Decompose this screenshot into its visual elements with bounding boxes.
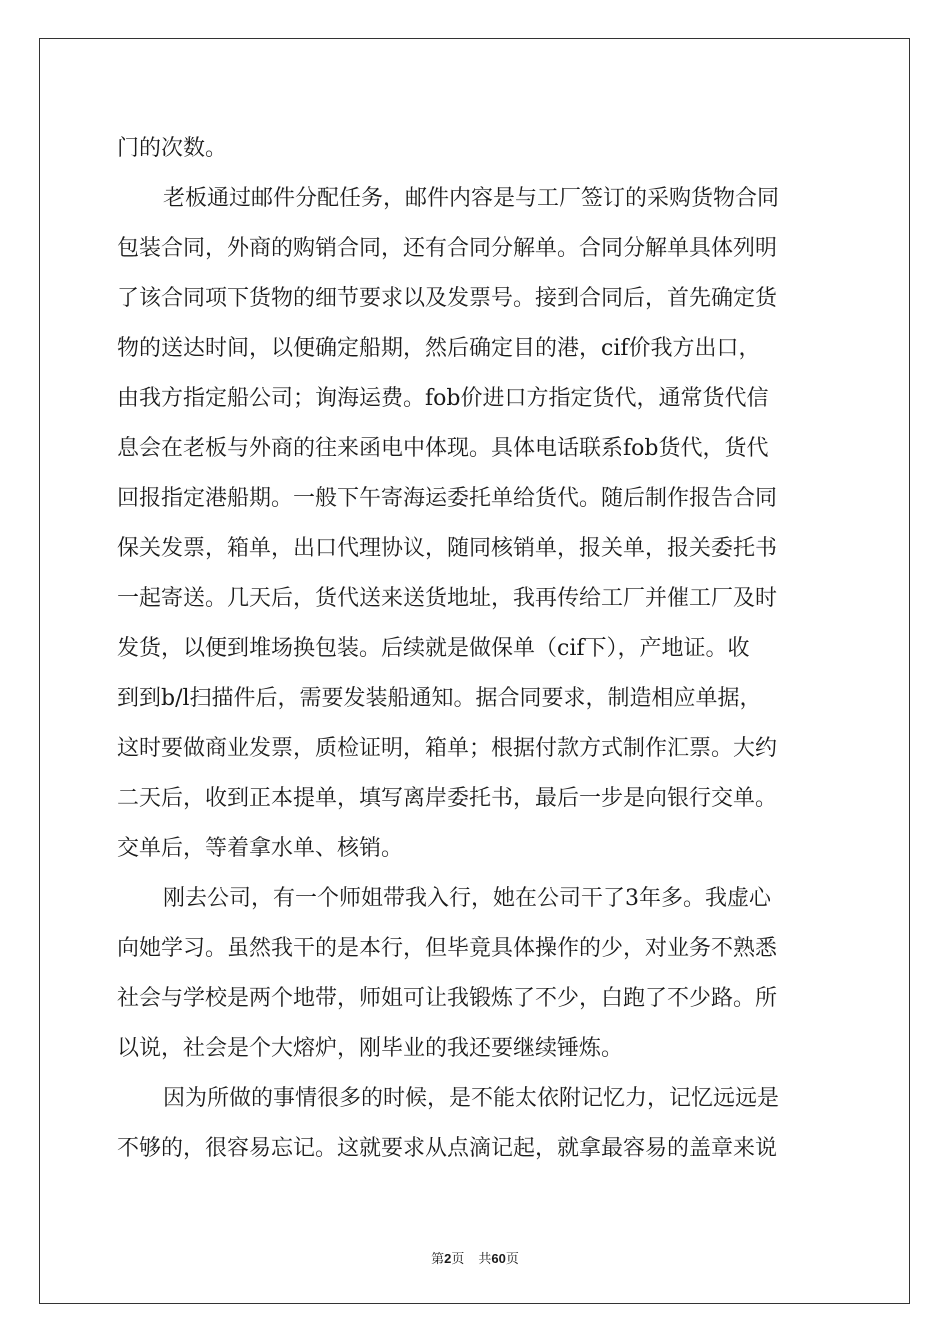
- text-line: 社会与学校是两个地带，师姐可让我锻炼了不少，白跑了不少路。所: [117, 986, 778, 1011]
- text-line: 物的送达时间，以便确定船期，然后确定目的港，cif价我方出口，: [117, 336, 761, 361]
- text-line: 门的次数。: [117, 136, 228, 161]
- text-line: 交单后，等着拿水单、核销。: [117, 836, 404, 861]
- text-line: 包装合同，外商的购销合同，还有合同分解单。合同分解单具体列明: [117, 236, 778, 261]
- text-line: 回报指定港船期。一般下午寄海运委托单给货代。随后制作报告合同: [117, 486, 778, 511]
- page-number: 2: [444, 1251, 452, 1266]
- text-line: 不够的，很容易忘记。这就要求从点滴记起，就拿最容易的盖章来说: [117, 1136, 778, 1161]
- total-prefix: 共: [478, 1252, 492, 1267]
- text-line: 保关发票，箱单，出口代理协议，随同核销单，报关单，报关委托书: [117, 536, 778, 561]
- page-prefix: 第: [431, 1252, 445, 1267]
- text-line: 向她学习。虽然我干的是本行，但毕竟具体操作的少，对业务不熟悉: [117, 936, 778, 961]
- text-line: 到到b/l扫描件后，需要发装船通知。据合同要求，制造相应单据，: [117, 686, 762, 711]
- text-line: 这时要做商业发票，质检证明，箱单；根据付款方式制作汇票。大约: [117, 736, 778, 761]
- text-line: 老板通过邮件分配任务，邮件内容是与工厂签订的采购货物合同: [163, 186, 780, 211]
- total-suffix: 页: [505, 1252, 519, 1267]
- text-line: 息会在老板与外商的往来函电中体现。具体电话联系fob货代，货代: [117, 436, 769, 461]
- text-line: 一起寄送。几天后，货代送来送货地址，我再传给工厂并催工厂及时: [117, 586, 778, 611]
- text-line: 发货，以便到堆场换包装。后续就是做保单（cif下），产地证。收: [117, 636, 750, 661]
- page-suffix: 页: [451, 1252, 465, 1267]
- page-footer: [0, 1248, 950, 1267]
- text-line: 由我方指定船公司；询海运费。fob价进口方指定货代，通常货代信: [117, 386, 769, 411]
- text-line: 二天后，收到正本提单，填写离岸委托书，最后一步是向银行交单。: [117, 786, 778, 811]
- text-line: 因为所做的事情很多的时候，是不能太依附记忆力，记忆远远是: [163, 1086, 780, 1111]
- text-line: 以说，社会是个大熔炉，刚毕业的我还要继续锤炼。: [117, 1036, 624, 1061]
- text-line: 刚去公司，有一个师姐带我入行，她在公司干了3年多。我虚心: [163, 886, 771, 911]
- total-pages: 60: [491, 1251, 506, 1266]
- text-line: 了该合同项下货物的细节要求以及发票号。接到合同后，首先确定货: [117, 286, 778, 311]
